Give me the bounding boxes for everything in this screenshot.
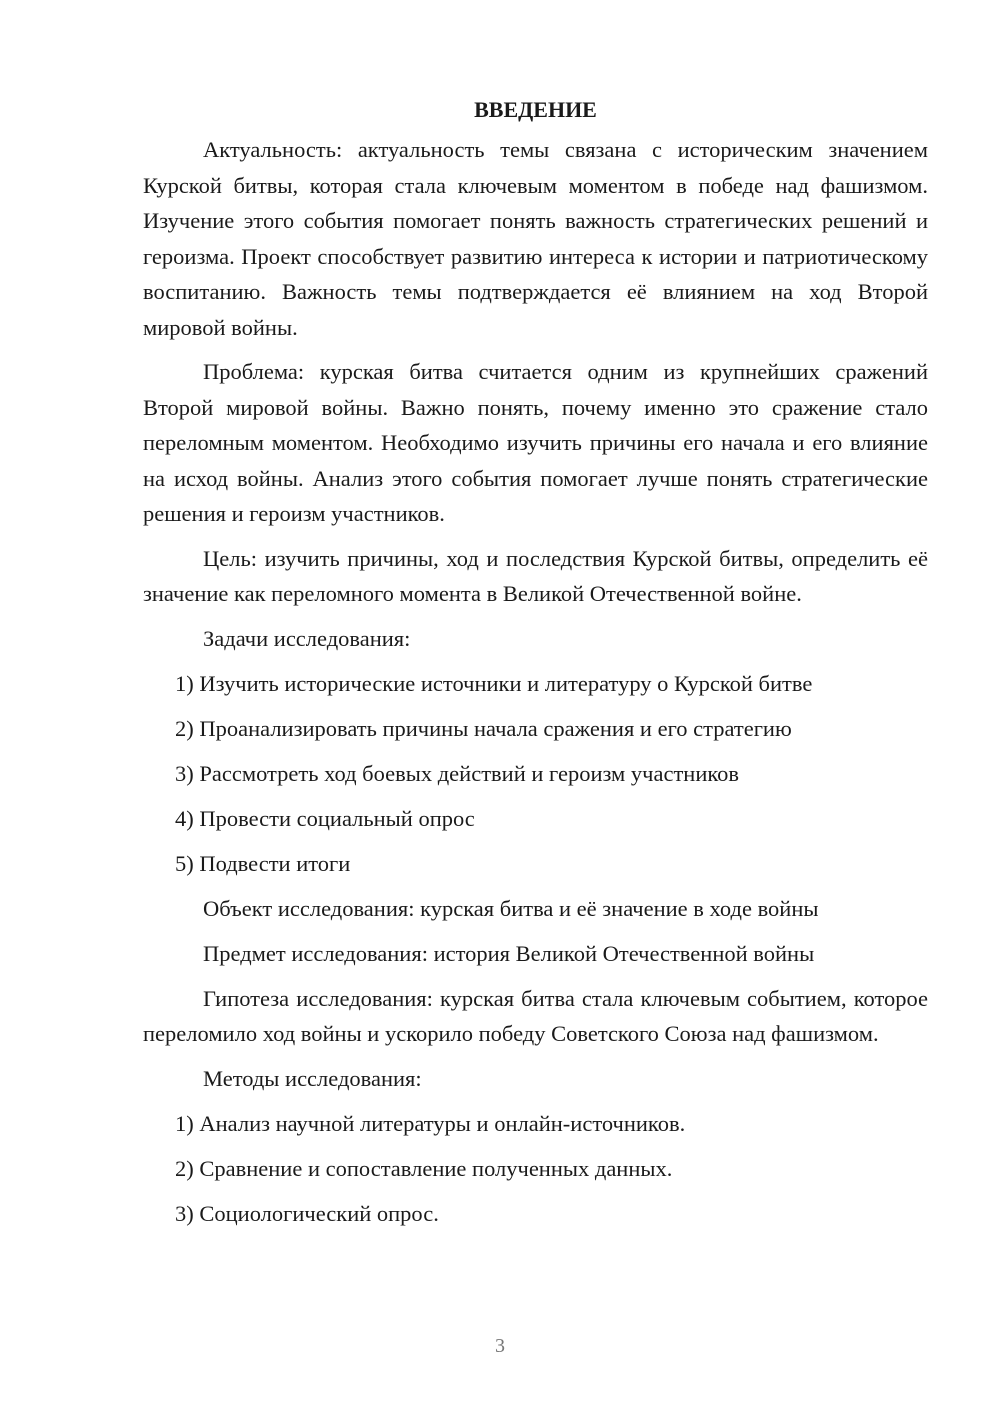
list-item: 2) Проанализировать причины начала сражения и его стратегию (175, 715, 792, 741)
tasks-heading: Задачи исследования: (203, 625, 411, 651)
list-item: 1) Анализ научной литературы и онлайн-источников. (175, 1110, 686, 1136)
document-page (143, 94, 928, 1241)
goal-paragraph: Цель: изучить причины, ход и последствия Курской битвы, определить её значение как переломного момента в Великой Отечественной войне. (143, 545, 928, 606)
list-item: 3) Рассмотреть ход боевых действий и героизм участников (175, 760, 740, 786)
list-item: 3) Социологический опрос. (175, 1200, 439, 1226)
problem-paragraph: Проблема: курская битва считается одним из крупнейших сражений Второй мировой войны. Важно понять, почему именно это сражение стало переломным моментом. Необходимо изучить причины его начала и его влияние на исход войны. Анализ этого события помогает лучше понять стратегические решения и героизм участников. (143, 359, 928, 526)
list-item: 5) Подвести итоги (175, 850, 351, 876)
research-object: Объект исследования: курская битва и её значение в ходе войны (203, 895, 819, 921)
page-number: 3 (495, 1335, 505, 1357)
methods-heading: Методы исследования: (203, 1065, 422, 1091)
list-item: 1) Изучить исторические источники и литературу о Курской битве (175, 670, 813, 696)
relevance-paragraph: Актуальность: актуальность темы связана с историческим значением Курской битвы, которая стала ключевым моментом в победе над фашизмом. Изучение этого события помогает понять важность стратегических решений и героизма. Проект способствует развитию интереса к истории и патриотическому воспитанию. Важность темы подтверждается её влиянием на ход Второй мировой войны. (143, 137, 928, 340)
list-item: 4) Провести социальный опрос (175, 805, 475, 831)
research-subject: Предмет исследования: история Великой Отечественной войны (203, 940, 815, 966)
hypothesis-paragraph: Гипотеза исследования: курская битва стала ключевым событием, которое переломило ход войны и ускорило победу Советского Союза над фашизмом. (143, 985, 928, 1046)
page-title: ВВЕДЕНИЕ (474, 97, 597, 122)
methods-list (143, 1106, 928, 1232)
tasks-list (143, 666, 928, 882)
list-item: 2) Сравнение и сопоставление полученных данных. (175, 1155, 673, 1181)
